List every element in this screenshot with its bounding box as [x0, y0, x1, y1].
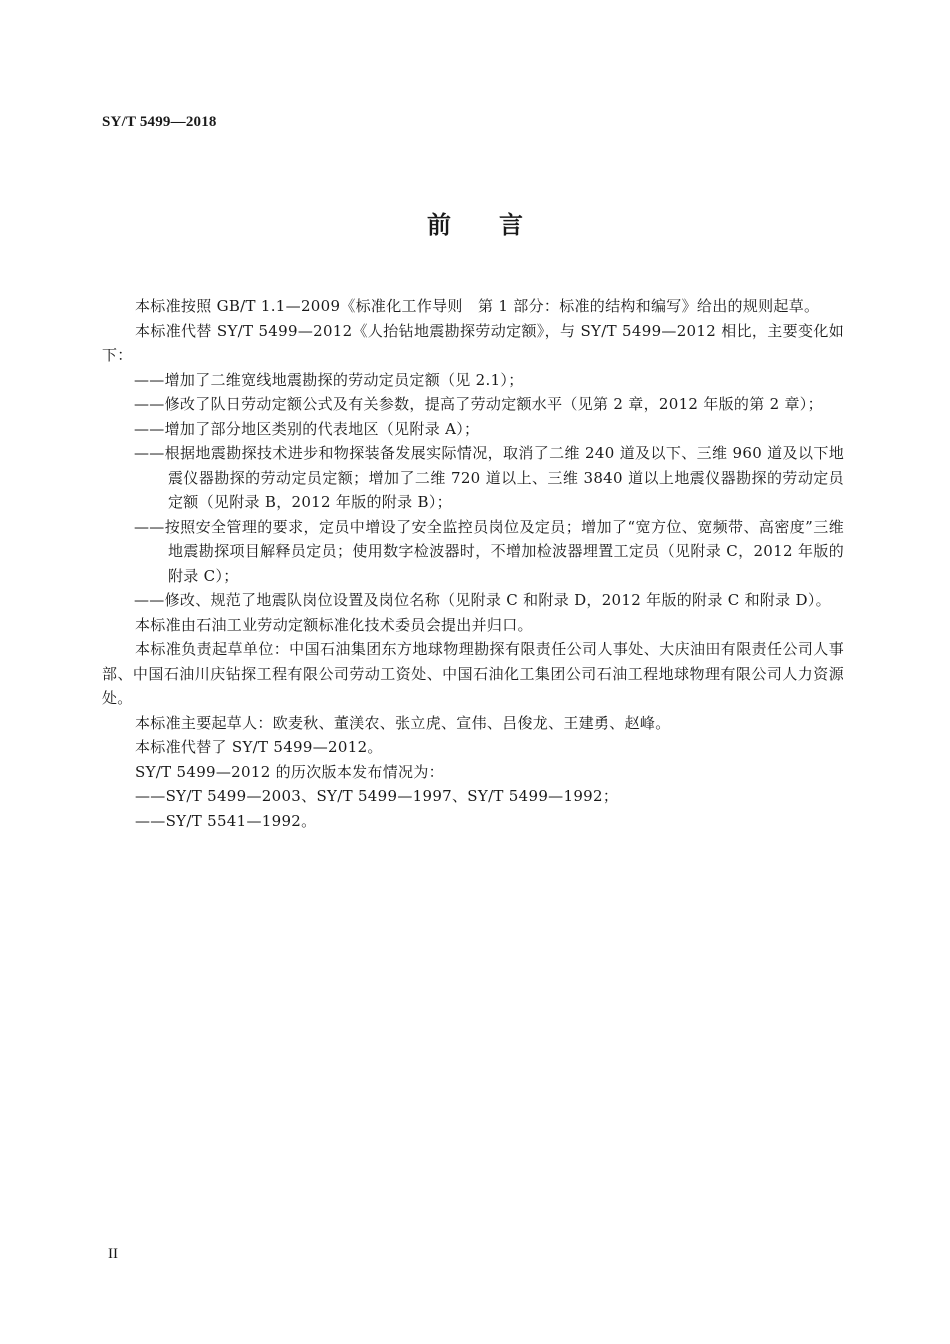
- paragraph-drafters: 本标准主要起草人：欧麦秋、董渼农、张立虎、宣伟、吕俊龙、王建勇、赵峰。: [135, 713, 671, 732]
- paragraph-proposer: 本标准由石油工业劳动定额标准化技术委员会提出并归口。: [135, 615, 533, 634]
- paragraph-drafting-units: 本标准负责起草单位：中国石油集团东方地球物理勘探有限责任公司人事处、大庆油田有限责任公司人事部、中国石油川庆钻探工程有限公司劳动工资处、中国石油化工集团公司石油工程地球物理有限公司人力资源处。: [102, 640, 844, 707]
- paragraph-history-intro: SY/T 5499—2012 的历次版本发布情况为：: [135, 762, 444, 781]
- standard-code: SY/T 5499—2018: [102, 114, 217, 130]
- paragraph-replacement-intro: 本标准代替 SY/T 5499—2012《人抬钻地震勘探劳动定额》，与 SY/T 5499—2012 相比，主要变化如下：: [102, 321, 844, 364]
- page-title: 前言: [427, 211, 571, 239]
- page-number: II: [108, 1246, 118, 1262]
- history-item: ——SY/T 5541—1992。: [135, 811, 317, 830]
- change-item: ——增加了部分地区类别的代表地区（见附录 A）；: [134, 419, 480, 438]
- change-item: ——修改了队日劳动定额公式及有关参数，提高了劳动定额水平（见第 2 章，2012 年版的第 2 章）；: [134, 395, 823, 413]
- change-item: ——根据地震勘探技术进步和物探装备发展实际情况，取消了二维 240 道及以下、三维 960 道及以下地震仪器勘探的劳动定员定额；增加了二维 720 道以上、三维 3840 道以上地震仪器勘探的劳动定员定额（见附录 B，2012 年版的附录 B）；: [134, 444, 844, 511]
- foreword-body: [102, 294, 844, 833]
- paragraph-replaces: 本标准代替了 SY/T 5499—2012。: [135, 738, 383, 756]
- paragraph-drafting-rules: 本标准按照 GB/T 1.1—2009《标准化工作导则 第 1 部分：标准的结构和编写》给出的规则起草。: [135, 297, 820, 315]
- change-item: ——修改、规范了地震队岗位设置及岗位名称（见附录 C 和附录 D，2012 年版的附录 C 和附录 D）。: [134, 591, 831, 609]
- history-item: ——SY/T 5499—2003、SY/T 5499—1997、SY/T 5499—1992；: [135, 787, 619, 805]
- change-item: ——按照安全管理的要求，定员中增设了安全监控员岗位及定员；增加了“宽方位、宽频带、高密度”三维地震勘探项目解释员定员；使用数字检波器时，不增加检波器埋置工定员（见附录 C，2012 年版的附录 C）；: [134, 517, 844, 585]
- change-item: ——增加了二维宽线地震勘探的劳动定员定额（见 2.1）；: [134, 370, 524, 389]
